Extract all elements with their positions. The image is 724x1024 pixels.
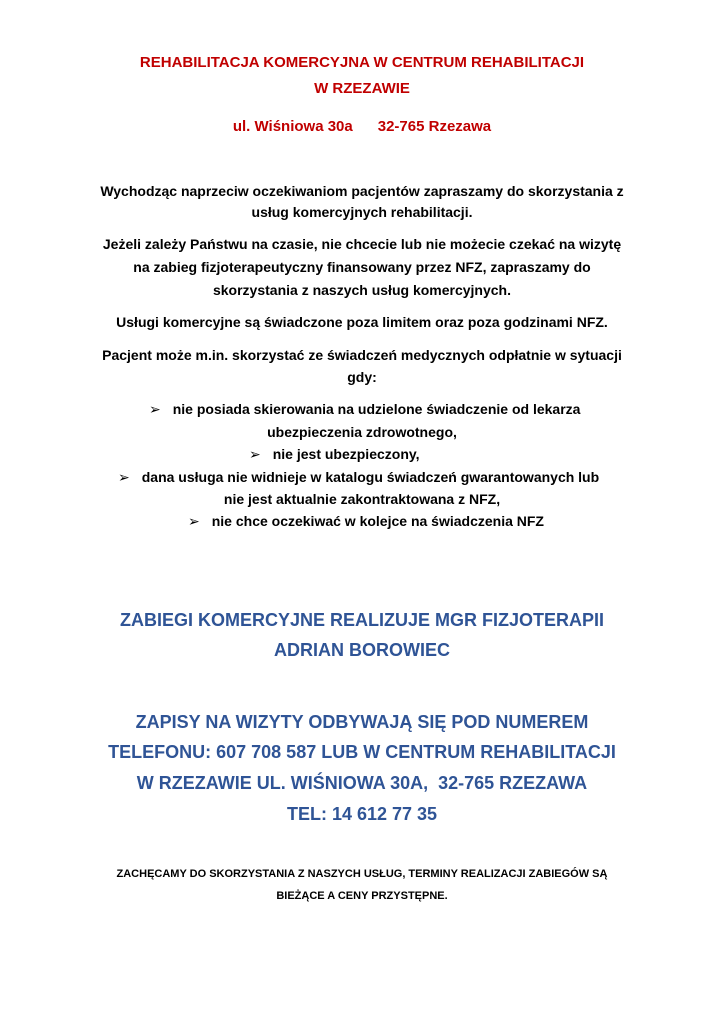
bullet-item-3-continuation: nie jest aktualnie zakontraktowana z NFZ, <box>223 491 501 507</box>
booking-line-3: W RZEZAWIE UL. WIŚNIOWA 30A, 32-765 RZEZAWA <box>136 773 588 793</box>
bullet-item-3 <box>118 469 599 486</box>
address-line: ul. Wiśniowa 30a 32-765 Rzezawa <box>232 118 492 135</box>
bullet-item-1-continuation: ubezpieczenia zdrowotnego, <box>267 424 457 440</box>
document-title-line-1: REHABILITACJA KOMERCYJNA W CENTRUM REHABILITACJI <box>139 54 585 71</box>
intro-paragraph-1-line-1: Wychodząc naprzeciw oczekiwaniom pacjentów zapraszamy do skorzystania z <box>100 183 624 199</box>
booking-line-2: TELEFONU: 607 708 587 LUB W CENTRUM REHABILITACJI <box>108 742 616 762</box>
therapist-heading-line-2: ADRIAN BOROWIEC <box>274 640 450 660</box>
therapist-heading-line-1: ZABIEGI KOMERCYJNE REALIZUJE MGR FIZJOTERAPII <box>119 610 605 630</box>
footer-line-2: BIEŻĄCE A CENY PRZYSTĘPNE. <box>276 890 448 902</box>
bullet-item-2-text: nie jest ubezpieczony, <box>272 446 420 462</box>
intro-paragraph-2-line-1: Jeżeli zależy Państwu na czasie, nie chcecie lub nie możecie czekać na wizytę <box>102 236 622 252</box>
intro-paragraph-4-line-2: gdy: <box>347 369 377 385</box>
intro-paragraph-2-line-3: skorzystania z naszych usług komercyjnych. <box>212 282 511 298</box>
bullet-item-4-text: nie chce oczekiwać w kolejce na świadczenia NFZ <box>211 513 544 529</box>
document-title-line-2: W RZEZAWIE <box>314 80 410 97</box>
booking-phone-line: TEL: 14 612 77 35 <box>286 804 438 824</box>
intro-paragraph-1-line-2: usług komercyjnych rehabilitacji. <box>251 204 473 220</box>
intro-paragraph-4-line-1: Pacjent może m.in. skorzystać ze świadczeń medycznych odpłatnie w sytuacji <box>102 347 622 363</box>
intro-paragraph-3: Usługi komercyjne są świadczone poza limitem oraz poza godzinami NFZ. <box>116 314 608 330</box>
arrow-bullet-icon: ➢ <box>188 513 200 529</box>
footer-line-1: ZACHĘCAMY DO SKORZYSTANIA Z NASZYCH USŁUG, TERMINY REALIZACJI ZABIEGÓW SĄ <box>116 868 608 880</box>
intro-paragraph-2-line-2: na zabieg fizjoterapeutyczny finansowany przez NFZ, zapraszamy do <box>133 259 591 275</box>
bullet-item-4 <box>188 513 544 530</box>
bullet-item-2 <box>249 446 420 463</box>
arrow-bullet-icon: ➢ <box>249 446 261 462</box>
bullet-item-1 <box>149 401 580 418</box>
arrow-bullet-icon: ➢ <box>118 469 130 485</box>
booking-line-1: ZAPISY NA WIZYTY ODBYWAJĄ SIĘ POD NUMEREM <box>135 712 589 732</box>
bullet-item-1-text: nie posiada skierowania na udzielone świadczenie od lekarza <box>172 401 581 417</box>
arrow-bullet-icon: ➢ <box>149 401 161 417</box>
bullet-item-3-text: dana usługa nie widnieje w katalogu świadczeń gwarantowanych lub <box>141 469 600 485</box>
